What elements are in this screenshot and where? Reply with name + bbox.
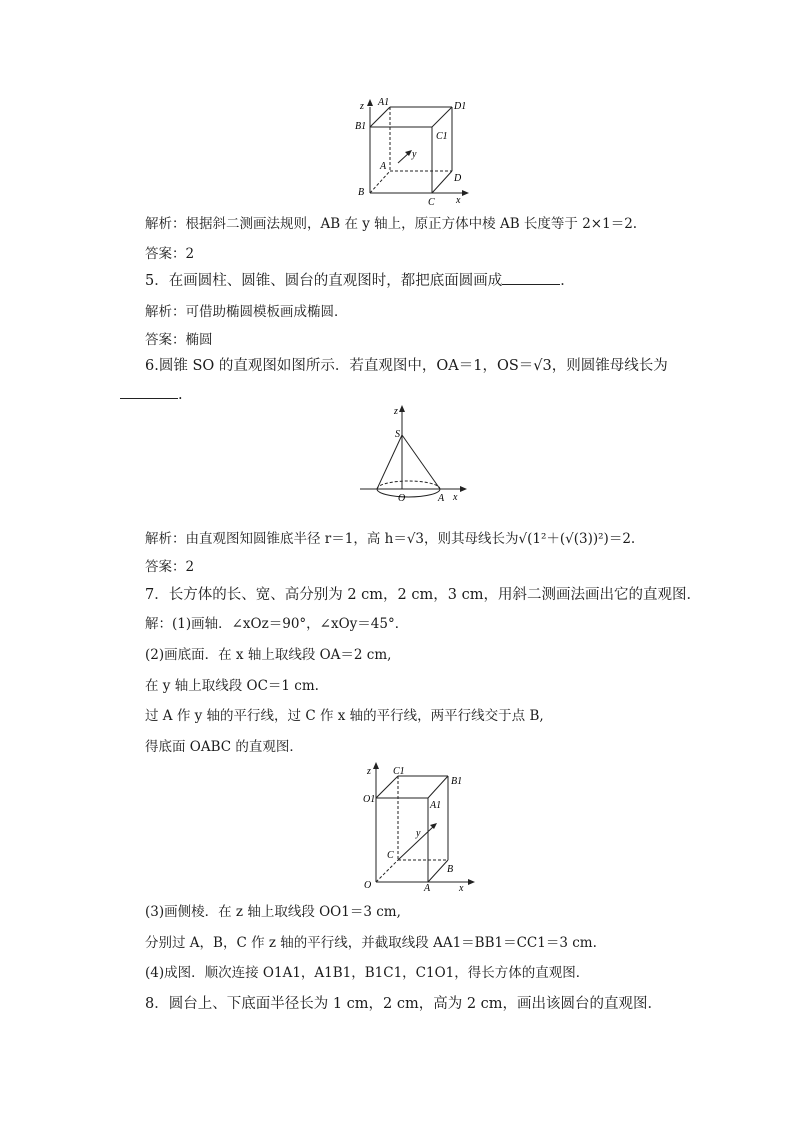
box-label-x: x (459, 883, 464, 892)
cube-label-C: C (428, 197, 435, 207)
q5-question-text: 5．在画圆柱、圆锥、圆台的直观图时，都把底面圆画成 (145, 273, 503, 289)
q5-answer-blank[interactable] (502, 272, 560, 285)
q7-solution-step2a: (2)画底面．在 x 轴上取线段 OA＝2 cm, (145, 647, 392, 663)
cone-label-x: x (453, 492, 458, 503)
q6-answer: 答案：2 (145, 559, 195, 575)
cube-label-y: y (412, 149, 417, 160)
box-label-B: B (447, 864, 454, 875)
q7-question: 7．长方体的长、宽、高分别为 2 cm，2 cm，3 cm，用斜二测画法画出它的直观图． (145, 587, 701, 603)
box-label-C: C (387, 850, 394, 861)
box-label-A: A (424, 883, 431, 892)
q6-question-line2 (120, 386, 183, 404)
cube-figure (350, 95, 470, 207)
q7-solution-step3a: (3)画侧棱．在 z 轴上取线段 OO1＝3 cm, (145, 904, 401, 920)
cube-label-A1: A1 (378, 97, 390, 108)
q7-solution-step3b: 分别过 A，B，C 作 z 轴的平行线，并截取线段 AA1＝BB1＝CC1＝3 cm. (145, 935, 597, 951)
q6-question-end: . (178, 387, 183, 403)
cone-label-O: O (398, 493, 406, 504)
box-figure (360, 762, 475, 892)
cone-label-z: z (394, 406, 398, 417)
q7-solution-step2d: 得底面 OABC 的直观图． (145, 739, 303, 755)
q5-analysis: 解析：可借助椭圆模板画成椭圆． (145, 304, 348, 320)
cone-figure (360, 405, 470, 505)
box-label-z: z (367, 766, 371, 777)
cube-label-D1: D1 (454, 101, 467, 112)
q7-solution-step1: 解：(1)画轴．∠xOz＝90°，∠xOy＝45°． (145, 616, 409, 632)
q7-solution-step2b: 在 y 轴上取线段 OC＝1 cm. (145, 678, 319, 694)
box-label-y: y (416, 828, 421, 839)
q6-answer-blank[interactable] (120, 386, 178, 399)
q4-analysis: 解析：根据斜二测画法规则，AB 在 y 轴上，原正方体中棱 AB 长度等于 2×1＝2. (145, 216, 638, 232)
box-label-O1: O1 (363, 794, 376, 805)
q5-question (145, 272, 575, 290)
cube-label-D: D (454, 173, 462, 184)
cube-label-B1: B1 (355, 121, 367, 132)
cube-label-A: A (380, 161, 387, 172)
q7-solution-step4: (4)成图．顺次连接 O1A1，A1B1，B1C1，C1O1，得长方体的直观图． (145, 965, 590, 981)
box-label-B1: B1 (451, 776, 463, 787)
cube-label-z: z (360, 101, 364, 112)
q7-solution-step2c: 过 A 作 y 轴的平行线，过 C 作 x 轴的平行线，两平行线交于点 B, (145, 708, 544, 724)
q4-answer: 答案：2 (145, 246, 195, 262)
cone-label-S: S (395, 429, 400, 440)
q8-question: 8．圆台上、下底面半径长为 1 cm，2 cm，高为 2 cm，画出该圆台的直观图． (145, 996, 663, 1012)
box-label-A1: A1 (430, 800, 442, 811)
q5-question-end: ． (560, 273, 575, 289)
cube-label-x: x (456, 195, 461, 206)
box-label-C1: C1 (393, 766, 405, 777)
box-label-O: O (364, 880, 372, 891)
cone-label-A: A (438, 493, 445, 504)
q6-question-line1: 6.圆锥 SO 的直观图如图所示．若直观图中，OA＝1，OS＝√3，则圆锥母线长为 (145, 358, 668, 374)
cube-label-B: B (358, 187, 365, 198)
q5-answer: 答案：椭圆 (145, 332, 213, 348)
cube-label-C1: C1 (436, 131, 448, 142)
q6-analysis: 解析：由直观图知圆锥底半径 r＝1，高 h＝√3，则其母线长为√(1²＋(√(3))²)＝2. (145, 531, 636, 547)
